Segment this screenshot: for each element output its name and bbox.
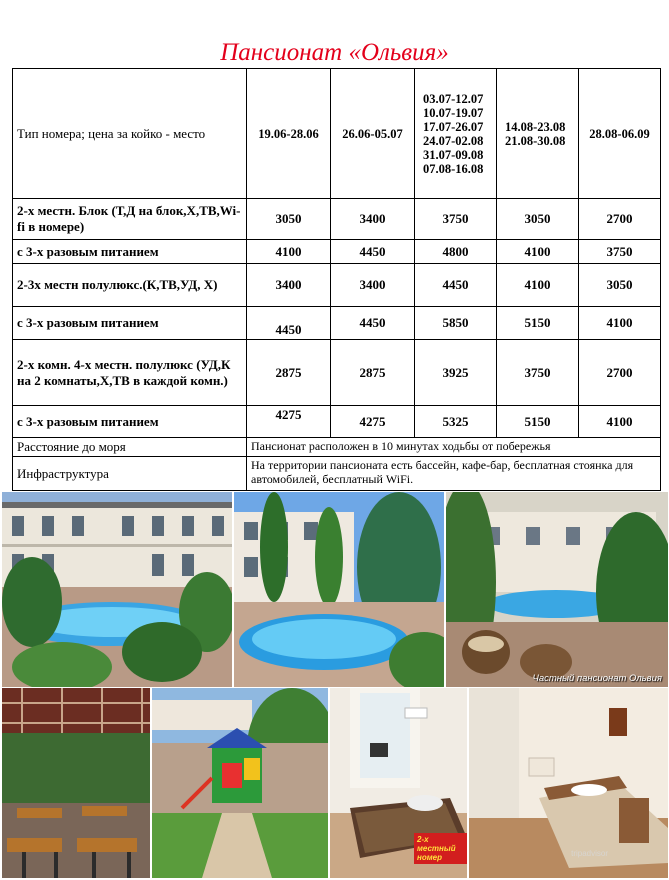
table-header-row: [13, 69, 661, 199]
price-cell: 4100: [579, 307, 661, 340]
table-row: [13, 340, 661, 406]
period-date: 17.07-26.07: [423, 119, 484, 134]
period-header: [331, 69, 415, 199]
period-date: 19.06-28.06: [258, 126, 319, 141]
photo-caption: 2-х местный номер: [414, 833, 467, 864]
photo-caption: Частный пансионат Ольвия: [532, 673, 662, 684]
price-cell: 4100: [497, 240, 579, 264]
period-date: 31.07-09.08: [423, 147, 484, 162]
row-label: с 3-х разовым питанием: [13, 240, 247, 264]
price-cell: 5850: [415, 307, 497, 340]
watermark: tripadvisor: [571, 849, 608, 858]
price-cell: 3400: [331, 199, 415, 240]
period-header: [579, 69, 661, 199]
price-cell: 4450: [247, 307, 331, 340]
period-header: [415, 69, 497, 199]
price-cell: 5325: [415, 406, 497, 438]
price-cell: 2700: [579, 199, 661, 240]
room-type-header: Тип номера; цена за койко - место: [13, 69, 247, 199]
row-label: с 3-х разовым питанием: [13, 307, 247, 340]
pool-courtyard-photo: [2, 492, 232, 687]
info-row: [13, 457, 661, 491]
period-date: 21.08-30.08: [505, 133, 566, 148]
price-cell: 3050: [579, 264, 661, 307]
price-cell: 4100: [579, 406, 661, 438]
table-row: [13, 199, 661, 240]
row-label: 2-х местн. Блок (Т,Д на блок,Х,ТВ,Wi-fi в номере): [13, 199, 247, 240]
double-room-photo: [469, 688, 668, 878]
price-cell: 4100: [497, 264, 579, 307]
price-cell: 5150: [497, 307, 579, 340]
info-label: Инфраструктура: [13, 457, 247, 491]
cafe-photo: [2, 688, 150, 878]
row-label: 2-х комн. 4-х местн. полулюкс (УД,К на 2 комнаты,Х,ТВ в каждой комн.): [13, 340, 247, 406]
table-row: [13, 240, 661, 264]
price-cell: 3400: [247, 264, 331, 307]
twin-room-photo: [330, 688, 467, 878]
price-cell: 3925: [415, 340, 497, 406]
price-cell: 3400: [331, 264, 415, 307]
info-text: На территории пансионата есть бассейн, кафе-бар, бесплатная стоянка для автомобилей, бесплатный WiFi.: [247, 457, 661, 491]
info-row: [13, 438, 661, 457]
row-label: с 3-х разовым питанием: [13, 406, 247, 438]
price-cell: 3750: [415, 199, 497, 240]
price-table: [12, 68, 661, 491]
period-date: 03.07-12.07: [423, 91, 484, 106]
price-cell: 4800: [415, 240, 497, 264]
price-cell: 4450: [331, 307, 415, 340]
price-cell: 4100: [247, 240, 331, 264]
period-date: 24.07-02.08: [423, 133, 484, 148]
price-cell: 2700: [579, 340, 661, 406]
period-date: 07.08-16.08: [423, 161, 484, 176]
playground-photo: [152, 688, 328, 878]
info-label: Расстояние до моря: [13, 438, 247, 457]
period-date: 26.06-05.07: [342, 126, 403, 141]
period-header: [247, 69, 331, 199]
price-cell: 3050: [497, 199, 579, 240]
row-label: 2-3х местн полулюкс.(К,ТВ,УД, Х): [13, 264, 247, 307]
price-cell: 3050: [247, 199, 331, 240]
period-date: 10.07-19.07: [423, 105, 484, 120]
terrace-pool-photo: [446, 492, 668, 687]
price-cell: 3750: [497, 340, 579, 406]
table-row: [13, 406, 661, 438]
price-cell: 4275: [247, 406, 331, 438]
price-cell: 2875: [331, 340, 415, 406]
price-cell: 4275: [331, 406, 415, 438]
pool-trees-photo: [234, 492, 444, 687]
period-date: 14.08-23.08: [505, 119, 566, 134]
price-cell: 4450: [331, 240, 415, 264]
price-cell: 4450: [415, 264, 497, 307]
price-cell: 3750: [579, 240, 661, 264]
price-cell: 2875: [247, 340, 331, 406]
period-date: 28.08-06.09: [589, 126, 650, 141]
info-text: Пансионат расположен в 10 минутах ходьбы от побережья: [247, 438, 661, 457]
table-row: [13, 307, 661, 340]
table-row: [13, 264, 661, 307]
price-cell: 5150: [497, 406, 579, 438]
period-header: [497, 69, 579, 199]
page-title: Пансионат «Ольвия»: [220, 39, 449, 66]
